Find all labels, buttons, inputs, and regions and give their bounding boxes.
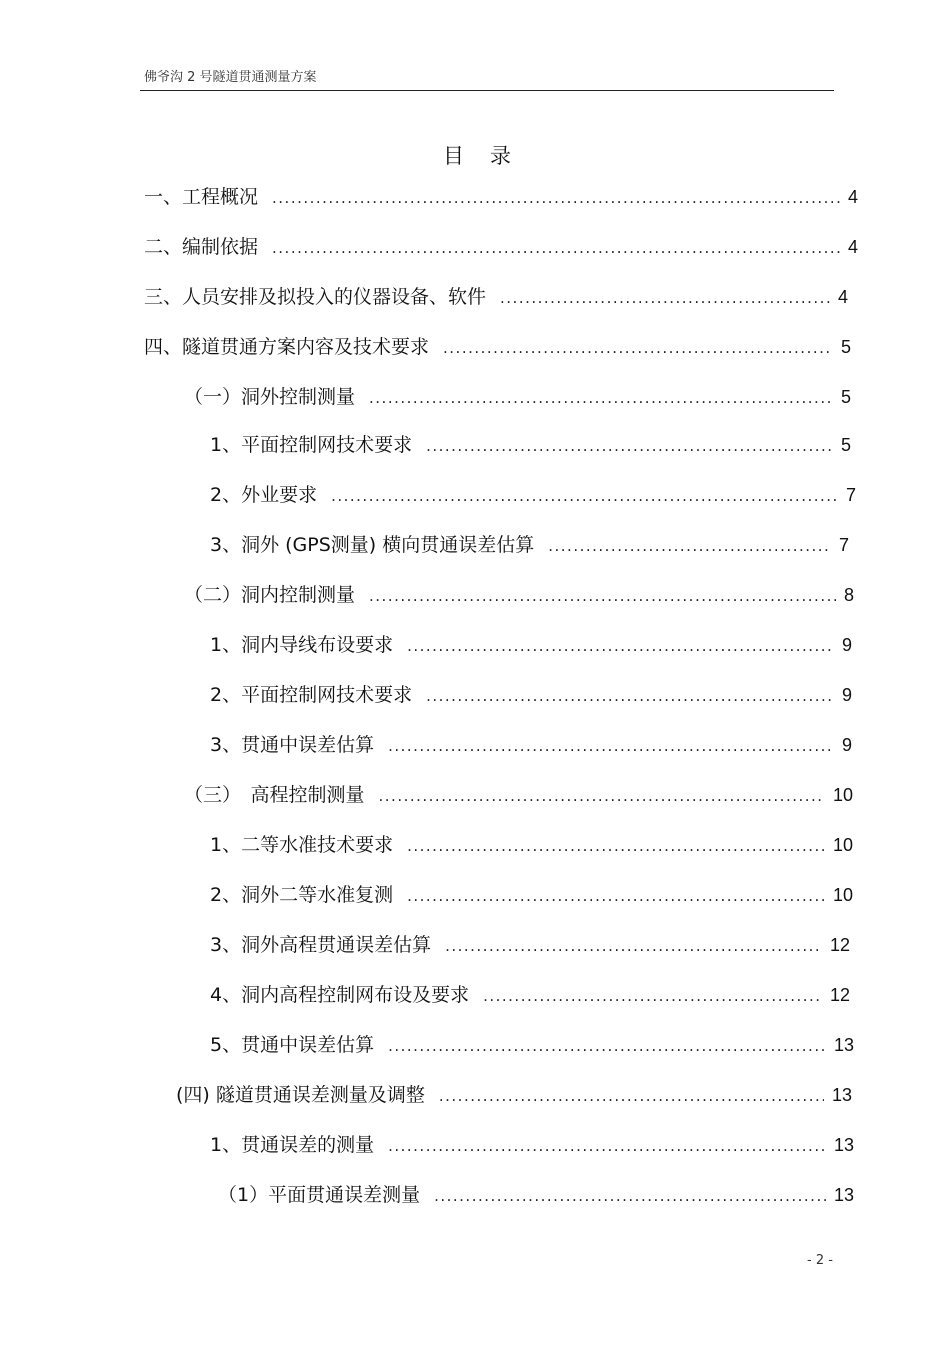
toc-entry-13[interactable]	[184, 780, 853, 820]
dot-leader	[272, 189, 840, 207]
dot-leader	[407, 637, 834, 655]
toc-page-number: 10	[832, 885, 853, 905]
toc-page-number: 4	[837, 287, 848, 307]
toc-entry-label: 1、洞内导线布设要求	[210, 634, 394, 656]
dot-leader	[272, 239, 840, 257]
dot-leader	[331, 487, 838, 505]
toc-entry-2[interactable]	[144, 232, 858, 272]
toc-entry-label: 二、编制依据	[144, 236, 259, 258]
toc-page-number: 5	[840, 337, 851, 357]
toc-entry-label: 2、洞外二等水准复测	[210, 884, 394, 906]
toc-entry-11[interactable]	[210, 680, 852, 720]
header-divider	[140, 90, 834, 91]
dot-leader	[439, 1087, 824, 1105]
dot-leader	[388, 737, 834, 755]
toc-entry-label: 3、洞外 (GPS测量) 横向贯通误差估算	[210, 534, 535, 556]
toc-entry-14[interactable]	[210, 830, 853, 870]
toc-entry-21[interactable]	[218, 1180, 854, 1220]
dot-leader	[369, 389, 833, 407]
dot-leader	[369, 587, 836, 605]
toc-page-number: 8	[843, 585, 854, 605]
toc-entry-10[interactable]	[210, 630, 852, 670]
toc-entry-label: 四、隧道贯通方案内容及技术要求	[144, 336, 430, 358]
toc-entry-label: 三、人员安排及拟投入的仪器设备、软件	[144, 286, 487, 308]
dot-leader	[500, 289, 830, 307]
toc-entry-label: 1、贯通误差的测量	[210, 1134, 375, 1156]
toc-entry-label: （二）洞内控制测量	[184, 584, 356, 606]
dot-leader	[388, 1037, 826, 1055]
toc-entry-4[interactable]	[144, 332, 851, 372]
toc-title: 目录	[443, 144, 537, 168]
dot-leader	[379, 787, 825, 805]
toc-entry-6[interactable]	[210, 430, 851, 470]
toc-entry-17[interactable]	[210, 980, 850, 1020]
toc-entry-5[interactable]	[184, 382, 851, 422]
toc-page-number: 5	[840, 387, 851, 407]
toc-page-number: 9	[841, 735, 852, 755]
dot-leader	[434, 1187, 826, 1205]
toc-entry-18[interactable]	[210, 1030, 854, 1070]
toc-entry-label: 一、工程概况	[144, 186, 259, 208]
toc-page-number: 13	[833, 1185, 854, 1205]
toc-entry-19[interactable]	[176, 1080, 852, 1120]
dot-leader	[443, 339, 833, 357]
toc-page-number: 12	[829, 985, 850, 1005]
dot-leader	[407, 887, 825, 905]
dot-leader	[426, 687, 834, 705]
dot-leader	[548, 537, 831, 555]
toc-entry-16[interactable]	[210, 930, 850, 970]
dot-leader	[483, 987, 822, 1005]
toc-entry-label: （1）平面贯通误差测量	[218, 1184, 421, 1206]
toc-entry-9[interactable]	[184, 580, 854, 620]
toc-page-number: 13	[833, 1035, 854, 1055]
toc-entry-3[interactable]	[144, 282, 848, 322]
document-title: 佛爷沟 2 号隧道贯通测量方案	[144, 70, 317, 85]
toc-entry-20[interactable]	[210, 1130, 854, 1170]
toc-page-number: 5	[840, 435, 851, 455]
toc-page-number: 9	[841, 635, 852, 655]
toc-entry-label: 2、平面控制网技术要求	[210, 684, 413, 706]
toc-entry-15[interactable]	[210, 880, 853, 920]
toc-page-number: 10	[832, 835, 853, 855]
dot-leader	[426, 437, 833, 455]
toc-entry-1[interactable]	[144, 182, 858, 222]
toc-entry-7[interactable]	[210, 480, 856, 520]
toc-page-number: 7	[838, 535, 849, 555]
toc-entry-label: 1、平面控制网技术要求	[210, 434, 413, 456]
toc-entry-label: （三） 高程控制测量	[184, 784, 365, 806]
page-number: - 2 -	[807, 1253, 833, 1268]
toc-entry-label: 1、二等水准技术要求	[210, 834, 394, 856]
toc-page-number: 10	[832, 785, 853, 805]
toc-page-number: 4	[847, 187, 858, 207]
toc-entry-label: （一）洞外控制测量	[184, 386, 356, 408]
toc-entry-label: 2、外业要求	[210, 484, 318, 506]
dot-leader	[445, 937, 822, 955]
toc-entry-label: 3、洞外高程贯通误差估算	[210, 934, 432, 956]
toc-page-number: 12	[829, 935, 850, 955]
toc-page-number: 7	[845, 485, 856, 505]
toc-entry-label: 5、贯通中误差估算	[210, 1034, 375, 1056]
toc-entry-12[interactable]	[210, 730, 852, 770]
toc-entry-8[interactable]	[210, 530, 849, 570]
dot-leader	[388, 1137, 826, 1155]
toc-page-number: 4	[847, 237, 858, 257]
toc-page-number: 13	[833, 1135, 854, 1155]
toc-page-number: 9	[841, 685, 852, 705]
dot-leader	[407, 837, 825, 855]
toc-entry-label: 4、洞内高程控制网布设及要求	[210, 984, 470, 1006]
toc-page-number: 13	[831, 1085, 852, 1105]
toc-entry-label: 3、贯通中误差估算	[210, 734, 375, 756]
toc-entry-label: (四) 隧道贯通误差测量及调整	[176, 1084, 425, 1106]
